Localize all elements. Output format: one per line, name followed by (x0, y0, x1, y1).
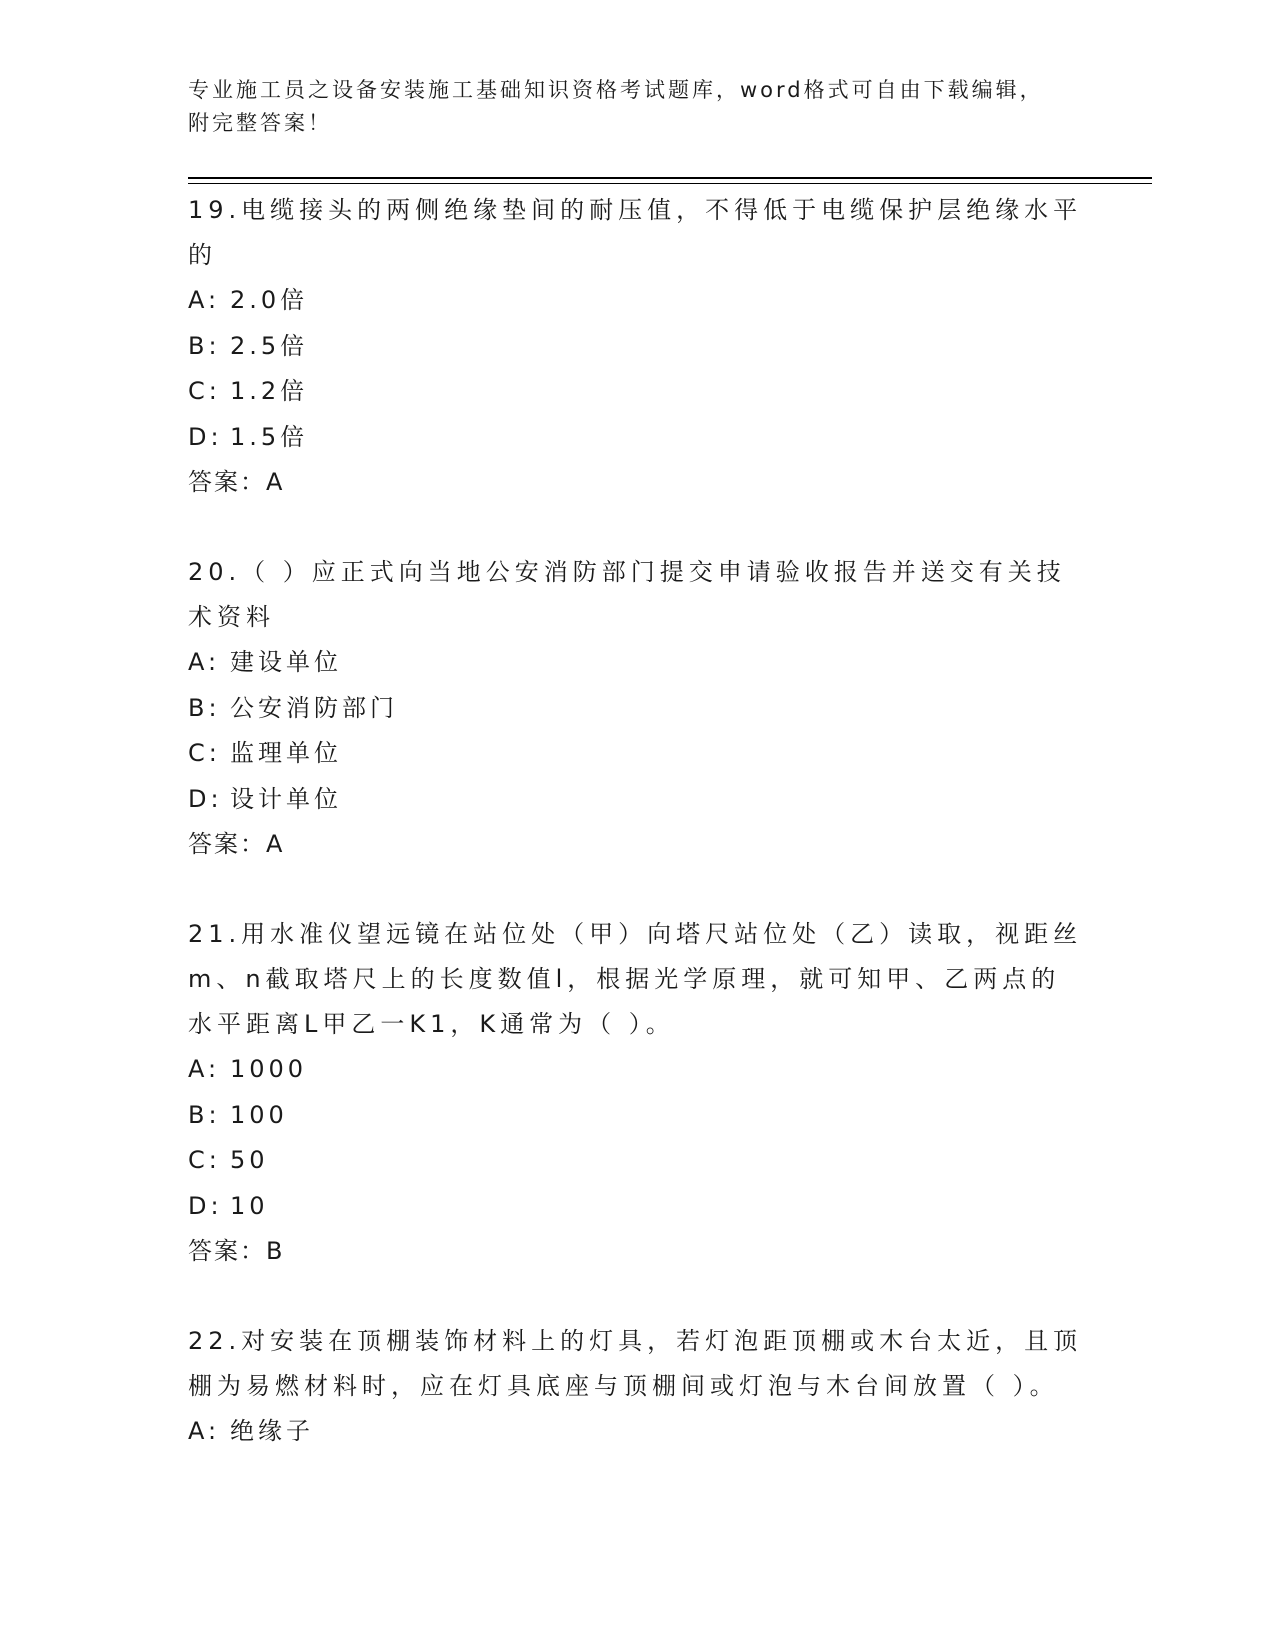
option-label: A: (188, 1417, 221, 1445)
option-text: 1000 (230, 1055, 308, 1083)
option-a (188, 640, 1088, 686)
question-text: 19.电缆接头的两侧绝缘垫间的耐压值，不得低于电缆保护层绝缘水平的 (188, 196, 1083, 269)
option-text: 监理单位 (230, 739, 342, 767)
option-a (188, 1409, 1088, 1455)
option-c (188, 731, 1088, 777)
header-divider-thin (188, 183, 1152, 184)
option-text: 公安消防部门 (230, 693, 398, 722)
option-a (188, 278, 1088, 324)
option-label: A: (188, 648, 221, 676)
option-a (188, 1047, 1088, 1093)
question-20 (188, 550, 1088, 867)
option-text: 2.0倍 (230, 286, 309, 314)
option-label: D: (188, 422, 223, 451)
option-label: A: (188, 286, 221, 314)
option-text: 2.5倍 (230, 331, 309, 360)
option-text: 100 (230, 1100, 288, 1129)
document-header (188, 74, 1088, 140)
option-text: 绝缘子 (230, 1417, 314, 1445)
question-22 (188, 1319, 1088, 1455)
question-21 (188, 912, 1088, 1274)
question-text: 22.对安装在顶棚装饰材料上的灯具，若灯泡距顶棚或木台太近，且顶棚为易燃材料时，应在灯具底座与顶棚间或灯泡与木台间放置（ ）。 (188, 1327, 1083, 1400)
option-c (188, 1138, 1088, 1184)
option-b (188, 1093, 1088, 1139)
option-text: 50 (230, 1146, 269, 1174)
option-label: D: (188, 1191, 223, 1220)
option-label: C: (188, 739, 221, 767)
option-label: B: (188, 693, 221, 722)
option-d (188, 415, 1088, 461)
option-c (188, 369, 1088, 415)
option-label: B: (188, 1100, 221, 1129)
header-line-2: 附完整答案！ (188, 111, 332, 135)
question-19 (188, 188, 1088, 505)
option-label: A: (188, 1055, 221, 1083)
option-text: 建设单位 (230, 648, 342, 676)
option-text: 10 (230, 1191, 269, 1220)
option-label: B: (188, 331, 221, 360)
header-divider-thick (188, 177, 1152, 179)
option-d (188, 777, 1088, 823)
answer: 答案：A (188, 830, 285, 858)
header-line-1: 专业施工员之设备安装施工基础知识资格考试题库，word格式可自由下载编辑， (188, 78, 1044, 102)
question-text: 20.（ ）应正式向当地公安消防部门提交申请验收报告并送交有关技术资料 (188, 558, 1066, 631)
option-text: 1.5倍 (230, 422, 309, 451)
question-list (188, 188, 1088, 1500)
option-label: D: (188, 784, 223, 813)
option-b (188, 686, 1088, 732)
question-text: 21.用水准仪望远镜在站位处（甲）向塔尺站位处（乙）读取，视距丝m、n截取塔尺上的长度数值l，根据光学原理，就可知甲、乙两点的水平距离L甲乙一K1，K通常为（ ）。 (188, 920, 1083, 1038)
option-d (188, 1184, 1088, 1230)
answer: 答案：A (188, 468, 285, 496)
option-label: C: (188, 1146, 221, 1174)
option-b (188, 324, 1088, 370)
option-text: 1.2倍 (230, 377, 309, 405)
option-label: C: (188, 377, 221, 405)
answer: 答案：B (188, 1237, 285, 1265)
option-text: 设计单位 (230, 784, 342, 813)
